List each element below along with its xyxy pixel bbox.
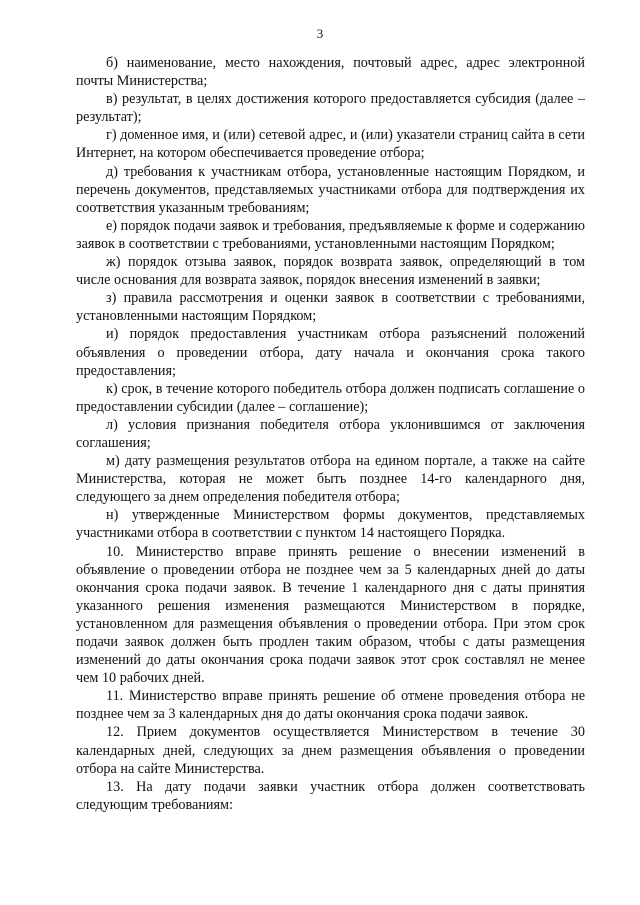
page-number: 3: [316, 26, 324, 41]
paragraph-i: и) порядок предоставления участникам отбора разъяснений положений объявления о проведении отбора, дату начала и окончания срока такого предоставления;: [76, 326, 585, 379]
clause-12: 12. Прием документов осуществляется Министерством в течение 30 календарных дней, следующих за днем размещения объявления о проведении отбора на сайте Министерства.: [76, 724, 585, 777]
clause-13: 13. На дату подачи заявки участник отбора должен соответствовать следующим требованиям:: [76, 778, 585, 813]
clause-11: 11. Министерство вправе принять решение об отмене проведения отбора не позднее чем за 3 календарных дня до даты окончания срока подачи заявок.: [76, 688, 585, 723]
paragraph-k: к) срок, в течение которого победитель отбора должен подписать соглашение о предоставлении субсидии (далее – соглашение);: [76, 380, 585, 415]
paragraph-e: е) порядок подачи заявок и требования, предъявляемые к форме и содержанию заявок в соответствии с требованиями, установленными настоящим Порядком;: [76, 217, 585, 252]
paragraph-z: з) правила рассмотрения и оценки заявок в соответствии с требованиями, установленными настоящим Порядком;: [76, 290, 585, 325]
paragraph-n: н) утвержденные Министерством формы документов, представляемых участниками отбора в соответствии с пунктом 14 настоящего Порядка.: [76, 507, 585, 542]
paragraph-v: в) результат, в целях достижения которого предоставляется субсидия (далее – результат);: [76, 91, 585, 126]
paragraph-l: л) условия признания победителя отбора уклонившимся от заключения соглашения;: [76, 416, 585, 451]
paragraph-b: б) наименование, место нахождения, почтовый адрес, адрес электронной почты Министерства;: [76, 55, 585, 90]
clause-10: 10. Министерство вправе принять решение о внесении изменений в объявление о проведении отбора не позднее чем за 5 календарных дней до даты окончания срока подачи заявок. В течение 1 календарного дня с даты принятия указанного решения изменения размещаются Министерством в порядке, установленном для размещения объявления о проведении отбора. При этом срок подачи заявок должен быть продлен таким образом, чтобы с даты размещения изменений до даты окончания срока подачи заявок этот срок составлял не менее чем 10 рабочих дней.: [76, 543, 585, 687]
document-body: [76, 54, 585, 814]
paragraph-d: д) требования к участникам отбора, установленные настоящим Порядком, и перечень документов, представляемых участниками отбора для подтверждения их соответствия указанным требованиям;: [76, 163, 585, 216]
paragraph-m: м) дату размещения результатов отбора на едином портале, а также на сайте Министерства, которая не может быть позднее 14-го календарного дня, следующего за днем определения победителя отбора;: [76, 453, 585, 506]
paragraph-zh: ж) порядок отзыва заявок, порядок возврата заявок, определяющий в том числе основания для возврата заявок, порядок внесения изменений в заявки;: [76, 254, 585, 289]
paragraph-g: г) доменное имя, и (или) сетевой адрес, и (или) указатели страниц сайта в сети Интернет, на котором обеспечивается проведение отбора;: [76, 127, 585, 162]
